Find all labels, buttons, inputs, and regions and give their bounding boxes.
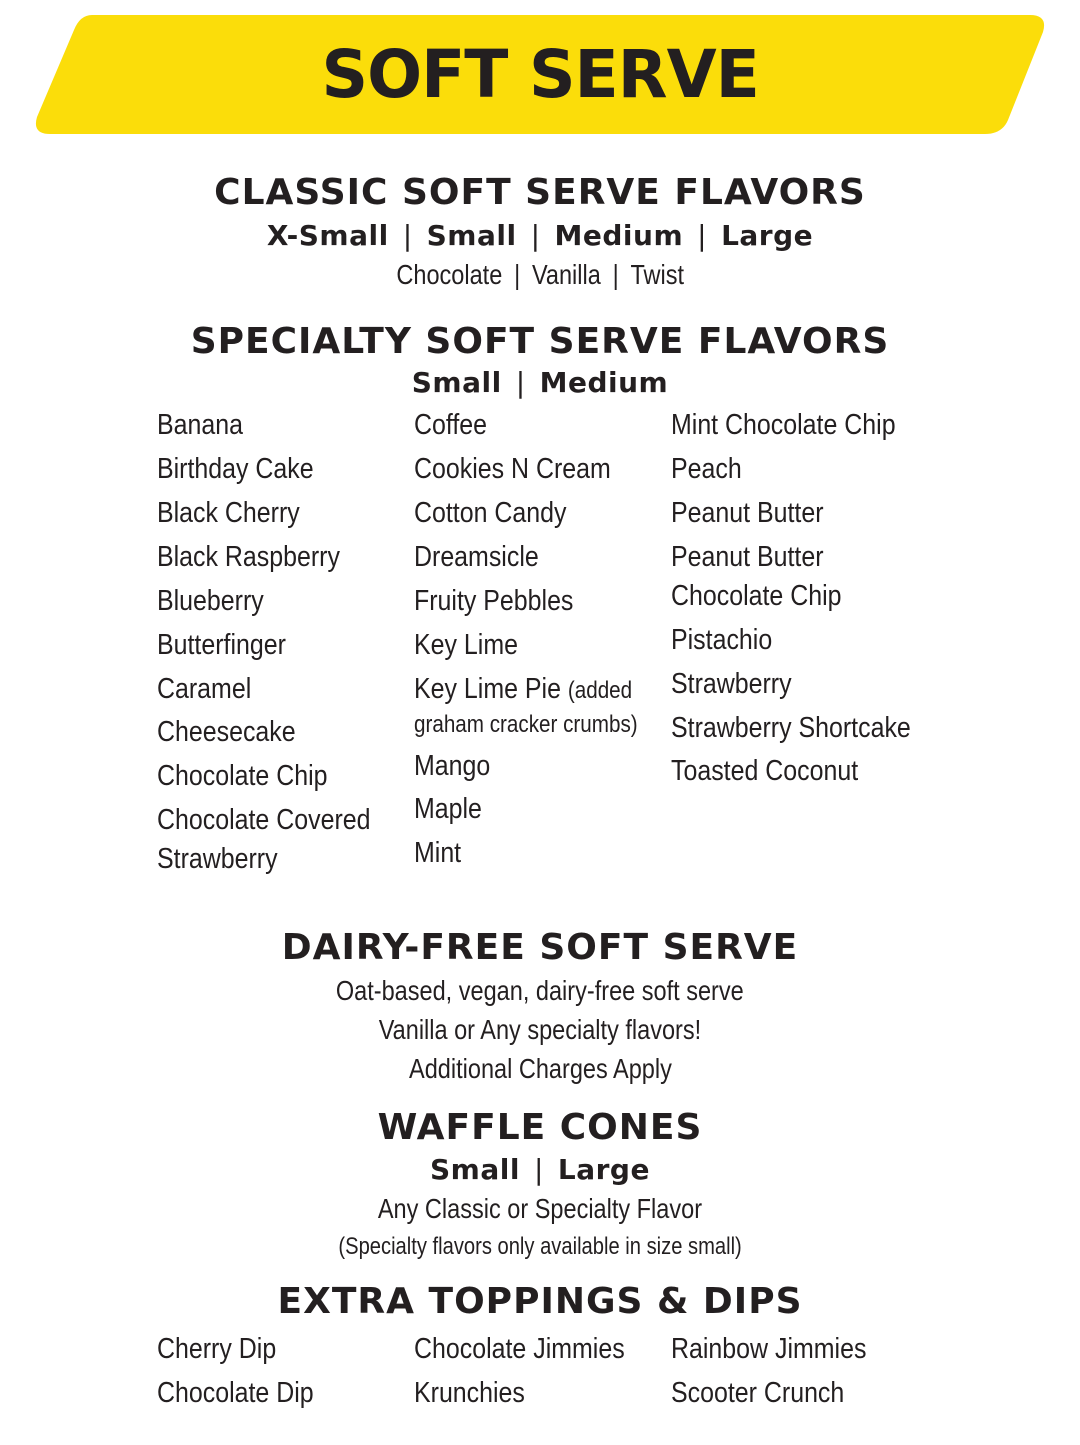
list-item: Coffee	[414, 409, 488, 441]
list-item: Key Lime	[414, 629, 518, 661]
size-medium: Medium	[539, 366, 669, 399]
list-item: Rainbow Jimmies	[671, 1333, 867, 1365]
specialty-heading: SPECIALTY SOFT SERVE FLAVORS	[190, 321, 890, 362]
classic-sizes	[0, 219, 1080, 253]
list-item: Cheesecake	[157, 716, 296, 748]
dairy-free-line: Vanilla or Any specialty flavors!	[378, 1014, 702, 1045]
size-small: Small	[426, 219, 517, 252]
list-item: Strawberry	[157, 843, 278, 875]
list-item: Maple	[414, 793, 482, 825]
list-item: Pistachio	[671, 624, 773, 656]
list-item: Birthday Cake	[157, 453, 314, 485]
separator: |	[513, 259, 520, 290]
list-item: Cookies N Cream	[414, 453, 611, 485]
list-item: Black Raspberry	[157, 541, 340, 573]
waffle-note: (Specialty flavors only available in size small)	[338, 1233, 742, 1260]
waffle-sizes	[0, 1153, 1080, 1187]
separator: |	[515, 366, 526, 399]
list-item: Caramel	[157, 673, 252, 705]
size-large: Large	[721, 219, 814, 252]
list-item: Key Lime Pie (added	[414, 673, 633, 705]
list-item: Mint Chocolate Chip	[671, 409, 896, 441]
dairy-free-heading: DAIRY-FREE SOFT SERVE	[281, 927, 799, 968]
list-item: Blueberry	[157, 585, 264, 617]
toppings-heading: EXTRA TOPPINGS & DIPS	[277, 1281, 803, 1322]
list-item: Banana	[157, 409, 243, 441]
flavor-twist: Twist	[630, 259, 684, 290]
specialty-sizes	[0, 366, 1080, 400]
list-item: Toasted Coconut	[671, 755, 859, 787]
list-item: Chocolate Chip	[157, 760, 328, 792]
item-note: graham cracker crumbs)	[414, 711, 638, 738]
classic-heading: CLASSIC SOFT SERVE FLAVORS	[214, 172, 866, 213]
list-item: Chocolate Dip	[157, 1377, 314, 1409]
flavor-vanilla: Vanilla	[531, 259, 601, 290]
separator: |	[402, 219, 413, 252]
list-item: Chocolate Chip	[671, 580, 842, 612]
list-item: Fruity Pebbles	[414, 585, 574, 617]
list-item: Butterfinger	[157, 629, 286, 661]
waffle-cones-heading: WAFFLE CONES	[377, 1107, 703, 1148]
list-item: Mango	[414, 750, 491, 782]
list-item: Strawberry Shortcake	[671, 712, 911, 744]
dairy-free-line: Additional Charges Apply	[408, 1053, 672, 1084]
flavor-chocolate: Chocolate	[396, 259, 503, 290]
list-item: Black Cherry	[157, 497, 300, 529]
dairy-free-line: Oat-based, vegan, dairy-free soft serve	[336, 975, 744, 1006]
item-note: (added	[567, 677, 633, 704]
size-x-small: X-Small	[266, 219, 389, 252]
separator: |	[697, 219, 708, 252]
page-title: SOFT SERVE	[321, 36, 759, 113]
list-item: Mint	[414, 837, 462, 869]
waffle-line: Any Classic or Specialty Flavor	[377, 1193, 703, 1224]
list-item: Peanut Butter	[671, 541, 824, 573]
separator: |	[612, 259, 619, 290]
list-item: Cotton Candy	[414, 497, 567, 529]
list-item: Chocolate Covered	[157, 804, 371, 836]
size-small: Small	[430, 1153, 520, 1186]
list-item: Krunchies	[414, 1377, 525, 1409]
list-item: Dreamsicle	[414, 541, 539, 573]
list-item: Peanut Butter	[671, 497, 824, 529]
list-item: Scooter Crunch	[671, 1377, 845, 1409]
size-large: Large	[557, 1153, 650, 1186]
size-small: Small	[411, 366, 502, 399]
classic-flavors	[0, 258, 1080, 292]
list-item: Strawberry	[671, 668, 792, 700]
list-item: Cherry Dip	[157, 1333, 277, 1365]
separator: |	[533, 1153, 544, 1186]
separator: |	[530, 219, 541, 252]
list-item: Peach	[671, 453, 742, 485]
size-medium: Medium	[554, 219, 684, 252]
list-item: Chocolate Jimmies	[414, 1333, 625, 1365]
